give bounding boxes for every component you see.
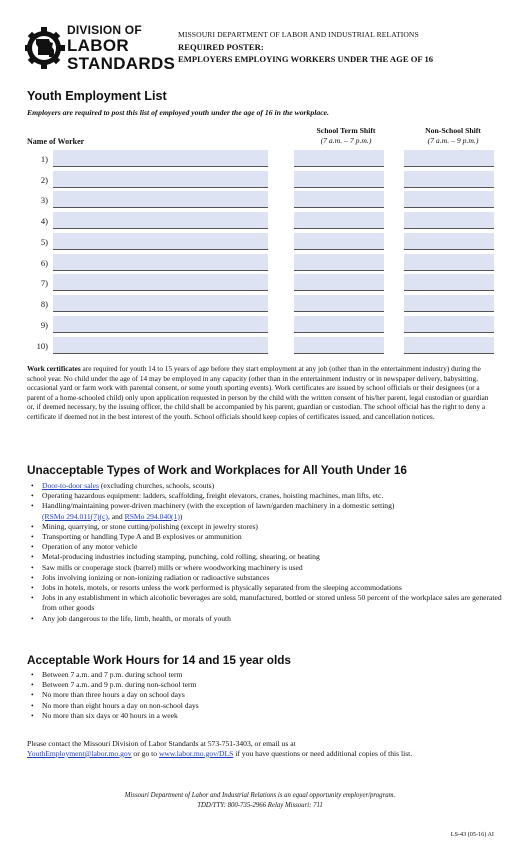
- poster-header: [178, 29, 508, 65]
- equal-opportunity-statement: Missouri Department of Labor and Industrial Relations is an equal opportunity employer/program.: [124, 792, 396, 799]
- worker-row: [0, 171, 521, 191]
- division-logo: [25, 23, 176, 73]
- list-item: • Between 7 a.m. and 7 p.m. during school term: [27, 670, 502, 680]
- school-shift-hours: (7 a.m. – 7 p.m.): [320, 136, 372, 145]
- row-number: 5): [40, 237, 48, 247]
- website-link[interactable]: www.labor.mo.gov/DLS: [158, 748, 234, 758]
- logo-line-2: LABOR: [67, 36, 129, 55]
- school-shift-field[interactable]: [294, 212, 384, 229]
- school-shift-field[interactable]: [294, 233, 384, 250]
- list-item: • Mining, quarrying, or stone cutting/polishing (except in jewelry stores): [27, 522, 502, 532]
- worker-name-field[interactable]: [53, 171, 268, 188]
- contact-text: or go to: [131, 748, 159, 758]
- contact-text: Please contact the Missouri Division of Labor Standards at 573-751-3403, or email us at: [27, 739, 296, 748]
- row-number: 2): [40, 175, 48, 185]
- list-item: • Operating hazardous equipment: ladders, scaffolding, freight elevators, cranes, hoisting machines, man lifts, etc.: [27, 491, 502, 501]
- worker-name-field[interactable]: [53, 254, 268, 271]
- unacceptable-work-list: [27, 481, 502, 624]
- rsmo-294-040-link[interactable]: RSMo 294.040(1): [124, 511, 180, 521]
- list-item: [27, 481, 502, 491]
- worker-row: [0, 233, 521, 253]
- door-to-door-sales-link[interactable]: Door-to-door sales: [42, 481, 99, 490]
- non-school-shift-field[interactable]: [404, 337, 494, 354]
- list-item: • No more than three hours a day on school days: [27, 690, 502, 700]
- list-item-text: ): [179, 511, 183, 521]
- worker-row: [0, 316, 521, 336]
- school-shift-field[interactable]: [294, 191, 384, 208]
- worker-name-field[interactable]: [53, 274, 268, 291]
- list-item: • No more than eight hours a day on non-school days: [27, 701, 502, 711]
- school-shift-field[interactable]: [294, 316, 384, 333]
- worker-name-header: Name of Worker: [27, 137, 85, 146]
- unacceptable-work-heading: Unacceptable Types of Work and Workplaces for All Youth Under 16: [27, 463, 407, 477]
- logo-line-1: DIVISION OF: [67, 23, 142, 37]
- non-school-shift-header: [407, 126, 499, 146]
- contact-text: if you have questions or need additional copies of this list.: [233, 748, 413, 758]
- row-number: 8): [40, 299, 48, 309]
- missouri-gear-icon: [25, 24, 65, 72]
- worker-row: [0, 295, 521, 315]
- work-certificates-text: are required for youth 14 to 15 years of age before they start employment at any job (other than in the entertainment industry) during the school year. No child under the age of 14 may be employed in any capacity (other than in the entertainment industry or in newspaper delivery, babysitting, occasional yard or farm work with parental consent, or some youth sporting events). Work certificates are issued by school officials or their designees (or a parent of a home-schooled child) only upon application requested in person by the child with the written consent of his/her parent, legal custodian or guardian or, if deemed necessary, by the issuing officer, the child shall be accompanied by his parent, guardian or custodian. The school official has the right to deny a certificate if deemed not in the best interest of the youth. School officials should keep copies of certificates issued, and cancellation notices.: [27, 364, 489, 421]
- poster-subject: EMPLOYERS EMPLOYING WORKERS UNDER THE AGE OF 16: [178, 54, 434, 64]
- worker-row: [0, 274, 521, 294]
- non-school-shift-field[interactable]: [404, 295, 494, 312]
- acceptable-hours-heading: Acceptable Work Hours for 14 and 15 year olds: [27, 653, 291, 667]
- worker-name-field[interactable]: [53, 150, 268, 167]
- school-shift-header: [300, 126, 392, 146]
- non-school-shift-field[interactable]: [404, 191, 494, 208]
- school-shift-label: School Term Shift: [316, 126, 376, 135]
- worker-row: [0, 191, 521, 211]
- non-school-shift-hours: (7 a.m. – 9 p.m.): [427, 136, 479, 145]
- school-shift-field[interactable]: [294, 171, 384, 188]
- required-poster-label: REQUIRED POSTER:: [178, 42, 264, 52]
- tdd-relay-line: TDD/TTY: 800-735-2966 Relay Missouri: 711: [197, 801, 323, 809]
- row-number: 4): [40, 216, 48, 226]
- worker-name-field[interactable]: [53, 295, 268, 312]
- list-title: Youth Employment List: [27, 89, 167, 103]
- list-item: • Operation of any motor vehicle: [27, 542, 502, 552]
- worker-row: [0, 337, 521, 357]
- worker-row: [0, 212, 521, 232]
- worker-row: [0, 254, 521, 274]
- worker-row: [0, 150, 521, 170]
- non-school-shift-field[interactable]: [404, 150, 494, 167]
- list-item-text: , and: [107, 511, 125, 521]
- list-item: • Metal-producing industries including stamping, punching, cold rolling, shearing, or heating: [27, 552, 502, 562]
- non-school-shift-field[interactable]: [404, 316, 494, 333]
- list-item: • Jobs in hotels, motels, or resorts unless the work performed is physically separated from the sleeping accommodations: [27, 583, 502, 593]
- non-school-shift-field[interactable]: [404, 254, 494, 271]
- list-item: • Jobs in any establishment in which alcoholic beverages are sold, manufactured, bottled or stored unless 50 percent of the workplace sales are generated from other goods: [27, 593, 502, 613]
- row-number: 3): [40, 195, 48, 205]
- row-number: 1): [40, 154, 48, 164]
- form-code: LS-43 (05-16) AI: [450, 831, 494, 838]
- non-school-shift-field[interactable]: [404, 233, 494, 250]
- footer: [60, 791, 460, 810]
- logo-line-3: STANDARDS: [67, 54, 176, 73]
- worker-name-field[interactable]: [53, 191, 268, 208]
- list-item-text: (excluding churches, schools, scouts): [99, 481, 215, 490]
- list-item-text: Handling/maintaining power-driven machinery (with the exception of lawn/garden machinery in a domestic setting): [42, 501, 395, 511]
- non-school-shift-field[interactable]: [404, 171, 494, 188]
- list-subtitle: Employers are required to post this list of employed youth under the age of 16 in the workplace.: [27, 108, 329, 117]
- work-certificates-lead: Work certificates: [27, 364, 81, 373]
- list-item: • Transporting or handling Type A and B explosives or ammunition: [27, 532, 502, 542]
- row-number: 9): [40, 320, 48, 330]
- worker-name-field[interactable]: [53, 337, 268, 354]
- email-link[interactable]: YouthEmployment@labor.mo.gov: [27, 748, 132, 758]
- school-shift-field[interactable]: [294, 274, 384, 291]
- department-name: MISSOURI DEPARTMENT OF LABOR AND INDUSTRIAL RELATIONS: [178, 30, 419, 39]
- school-shift-field[interactable]: [294, 295, 384, 312]
- row-number: 6): [40, 258, 48, 268]
- school-shift-field[interactable]: [294, 254, 384, 271]
- row-number: 10): [36, 341, 48, 351]
- worker-name-field[interactable]: [53, 212, 268, 229]
- acceptable-hours-list: [27, 670, 502, 721]
- list-item: • No more than six days or 40 hours in a week: [27, 711, 502, 721]
- work-certificates-paragraph: [27, 364, 497, 422]
- list-item: • Saw mills or cooperage stock (barrel) mills or where woodworking machinery is used: [27, 563, 502, 573]
- worker-name-field[interactable]: [53, 233, 268, 250]
- non-school-shift-label: Non-School Shift: [425, 126, 481, 135]
- non-school-shift-field[interactable]: [404, 212, 494, 229]
- worker-name-field[interactable]: [53, 316, 268, 333]
- rsmo-294-011-link[interactable]: (RSMo 294.011(7)(c): [42, 511, 108, 521]
- list-item: • Any job dangerous to the life, limb, health, or morals of youth: [27, 614, 502, 624]
- row-number: 7): [40, 278, 48, 288]
- list-item: • Jobs involving ionizing or non-ionizing radiation or radioactive substances: [27, 573, 502, 583]
- logo-wordmark: [67, 24, 175, 72]
- list-item: [27, 501, 502, 521]
- list-item: • Between 7 a.m. and 9 p.m. during non-school term: [27, 680, 502, 690]
- school-shift-field[interactable]: [294, 150, 384, 167]
- non-school-shift-field[interactable]: [404, 274, 494, 291]
- school-shift-field[interactable]: [294, 337, 384, 354]
- contact-paragraph: [27, 739, 502, 759]
